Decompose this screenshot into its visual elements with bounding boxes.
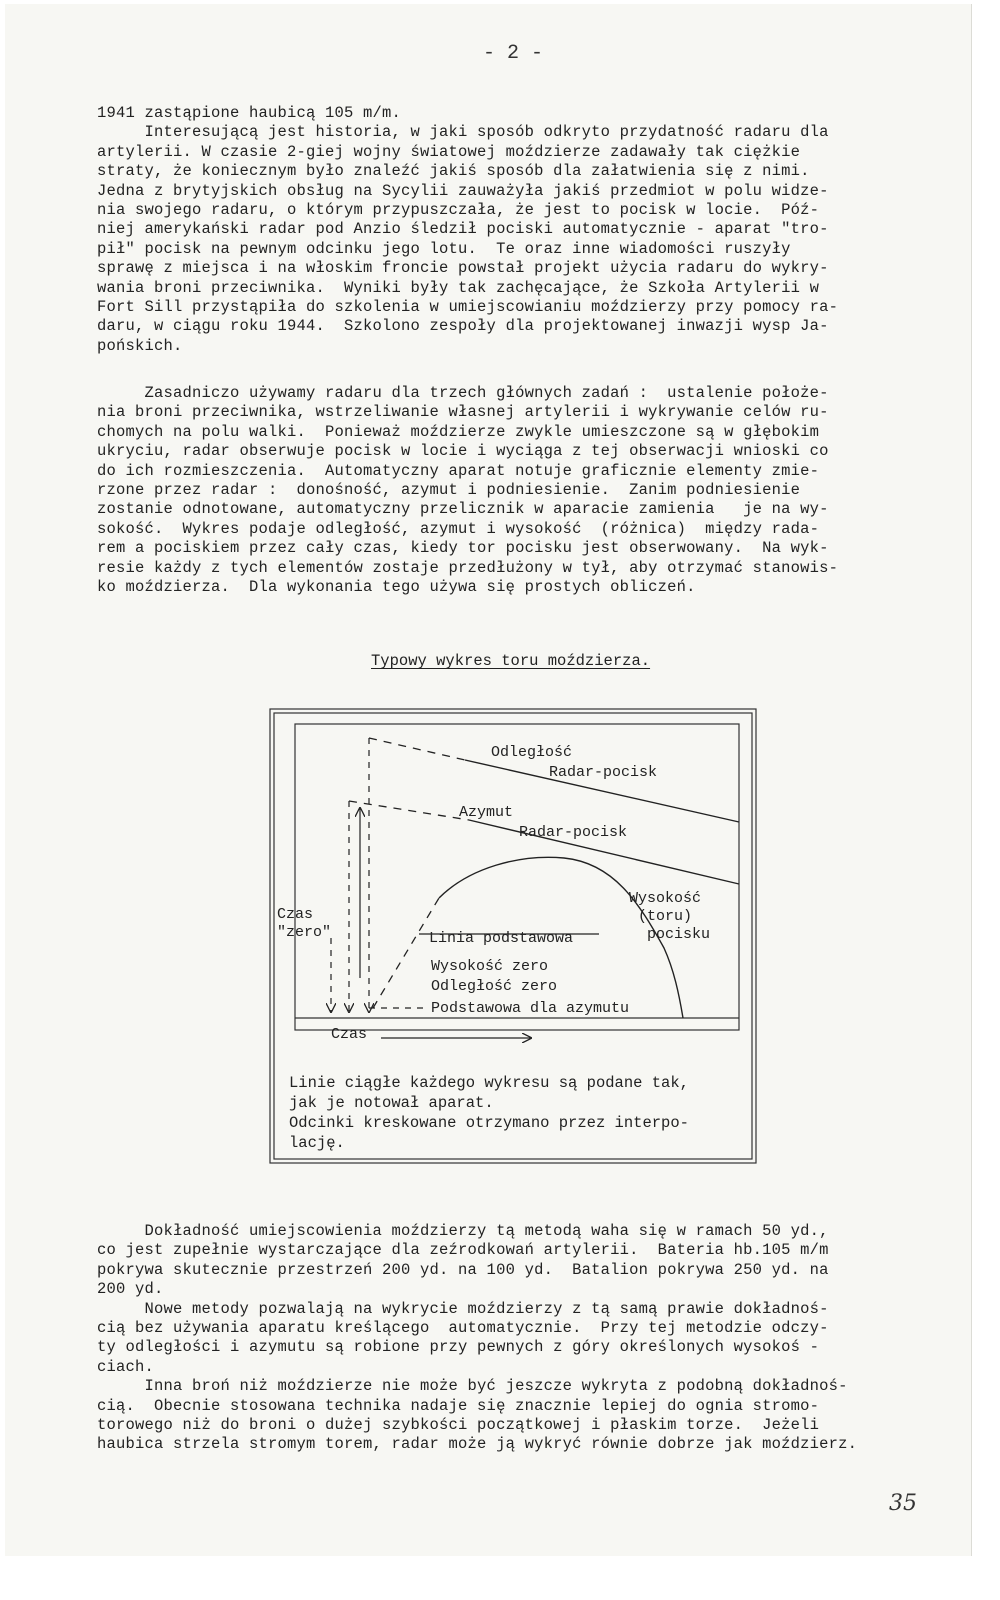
range-line-extrapolated bbox=[369, 738, 465, 760]
label-range: Odległość bbox=[491, 744, 573, 761]
label-azimuth: Azymut bbox=[459, 804, 514, 821]
legend-line-3: Odcinki kreskowane otrzymano przez interpo- bbox=[289, 1114, 689, 1132]
height-curve-extrapolated bbox=[373, 898, 439, 1008]
paragraph-radar-tasks: Zasadniczo używamy radaru dla trzech głównych zadań : ustalenie położe- nia broni przeciwnika, wstrzeliwanie własnej artylerii i wykrywanie celów ru- chomych na polu walki. Ponieważ moździerze zwykle umieszczone są w głębokim ukryciu, radar obserwuje pocisk w locie i wyciąga z tej obserwacji wnioski co do ich rozmieszczenia. Automatyczny aparat notuje graficznie elementy zmie- rzone przez radar : donośność, azymut i podniesienie. Zanim podniesienie zostanie odnotowane, automatyczny przelicznik w aparacie zamienia je na wy- sokość. Wykres podaje odległość, azymut i wysokość (różnica) między rada- rem a pociskiem przez cały czas, kiedy tor pocisku jest obserwowany. Na wyk- resie każdy z tych elementów zostaje przedłużony w tył, aby otrzymać stanowis- ko moździerza. Dla wykonania tego używa się prostych obliczeń. bbox=[97, 384, 839, 597]
legend-line-4: lację. bbox=[289, 1134, 345, 1152]
handwritten-page-number: 35 bbox=[889, 1491, 917, 1516]
label-zero-height: Wysokość zero bbox=[431, 958, 549, 975]
document-page bbox=[5, 4, 972, 1556]
legend-line-2: jak je notował aparat. bbox=[289, 1094, 494, 1112]
label-zero-time: Czas "zero" bbox=[277, 906, 332, 941]
label-azimuth-baseline: Podstawowa dla azymutu bbox=[431, 1000, 630, 1017]
trajectory-diagram bbox=[269, 708, 759, 1166]
paragraph-history: 1941 zastąpione haubicą 105 m/m. Interesującą jest historia, w jaki sposób odkryto przydatność radaru dla artylerii. W czasie 2-giej wojny światowej moździerze zadawały tak ciężkie straty, że koniecznym było znaleźć jakiś sposób dla załatwienia się z nimi. Jedna z brytyjskich obsług na Sycylii zauważyła jakiś przedmiot w polu widze- nia swojego radaru, o którym przypuszczała, że jest to pocisk w locie. Póź- niej amerykański radar pod Anzio śledził pociski automatycznie - aparat "tro- pił" pocisk na pewnym odcinku jego lotu. Te oraz inne wiadomości ruszyły sprawę z miejsca i na włoskim froncie powstał projekt użycia radaru do wykry- wania broni przeciwnika. Wyniki były tak zachęcające, że Szkoła Artylerii w Fort Sill przystąpiła do szkolenia w umiejscowianiu moździerzy przy pomocy ra- daru, w ciągu roku 1944. Szkolono zespoły dla projektowanej inwazji wysp Ja- pońskich. bbox=[97, 104, 839, 355]
legend-line-1: Linie ciągłe każdego wykresu są podane tak, bbox=[289, 1074, 689, 1092]
page-number: - 2 - bbox=[483, 42, 544, 65]
azimuth-line-extrapolated bbox=[349, 801, 469, 820]
figure-title: Typowy wykres toru moździerza. bbox=[371, 652, 651, 670]
label-baseline: Linia podstawowa bbox=[429, 930, 574, 947]
label-radar-shell-range: Radar-pocisk bbox=[549, 764, 658, 781]
label-zero-range: Odległość zero bbox=[431, 978, 558, 995]
paragraph-accuracy: Dokładność umiejscowienia moździerzy tą metodą waha się w ramach 50 yd., co jest zupełnie wystarczające dla zeźrodkowań artylerii. Bateria hb.105 m/m pokrywa skutecznie przestrzeń 200 yd. na 100 yd. Batalion pokrywa 250 yd. na 200 yd. Nowe metody pozwalają na wykrycie moździerzy z tą samą prawie dokładnoś- cią bez używania aparatu kreślącego automatycznie. Przy tej metodzie odczy- ty odległości i azymutu są robione przy pewnych z góry określonych wysokoś - ciach. Inna broń niż moździerze nie może być jeszcze wykryta z podobną dokładnoś- cią. Obecnie stosowana technika nadaje się znacznie lepiej do ognia stromo- torowego niż do broni o dużej szybkości początkowej i płaskim torze. Jeżeli haubica strzela stromym torem, radar może ją wykryć równie dobrze jak moździerz. bbox=[97, 1222, 858, 1454]
label-shell-height: Wysokość (toru) pocisku bbox=[629, 890, 711, 943]
label-radar-shell-azimuth: Radar-pocisk bbox=[519, 824, 628, 841]
label-time: Czas bbox=[331, 1026, 368, 1043]
